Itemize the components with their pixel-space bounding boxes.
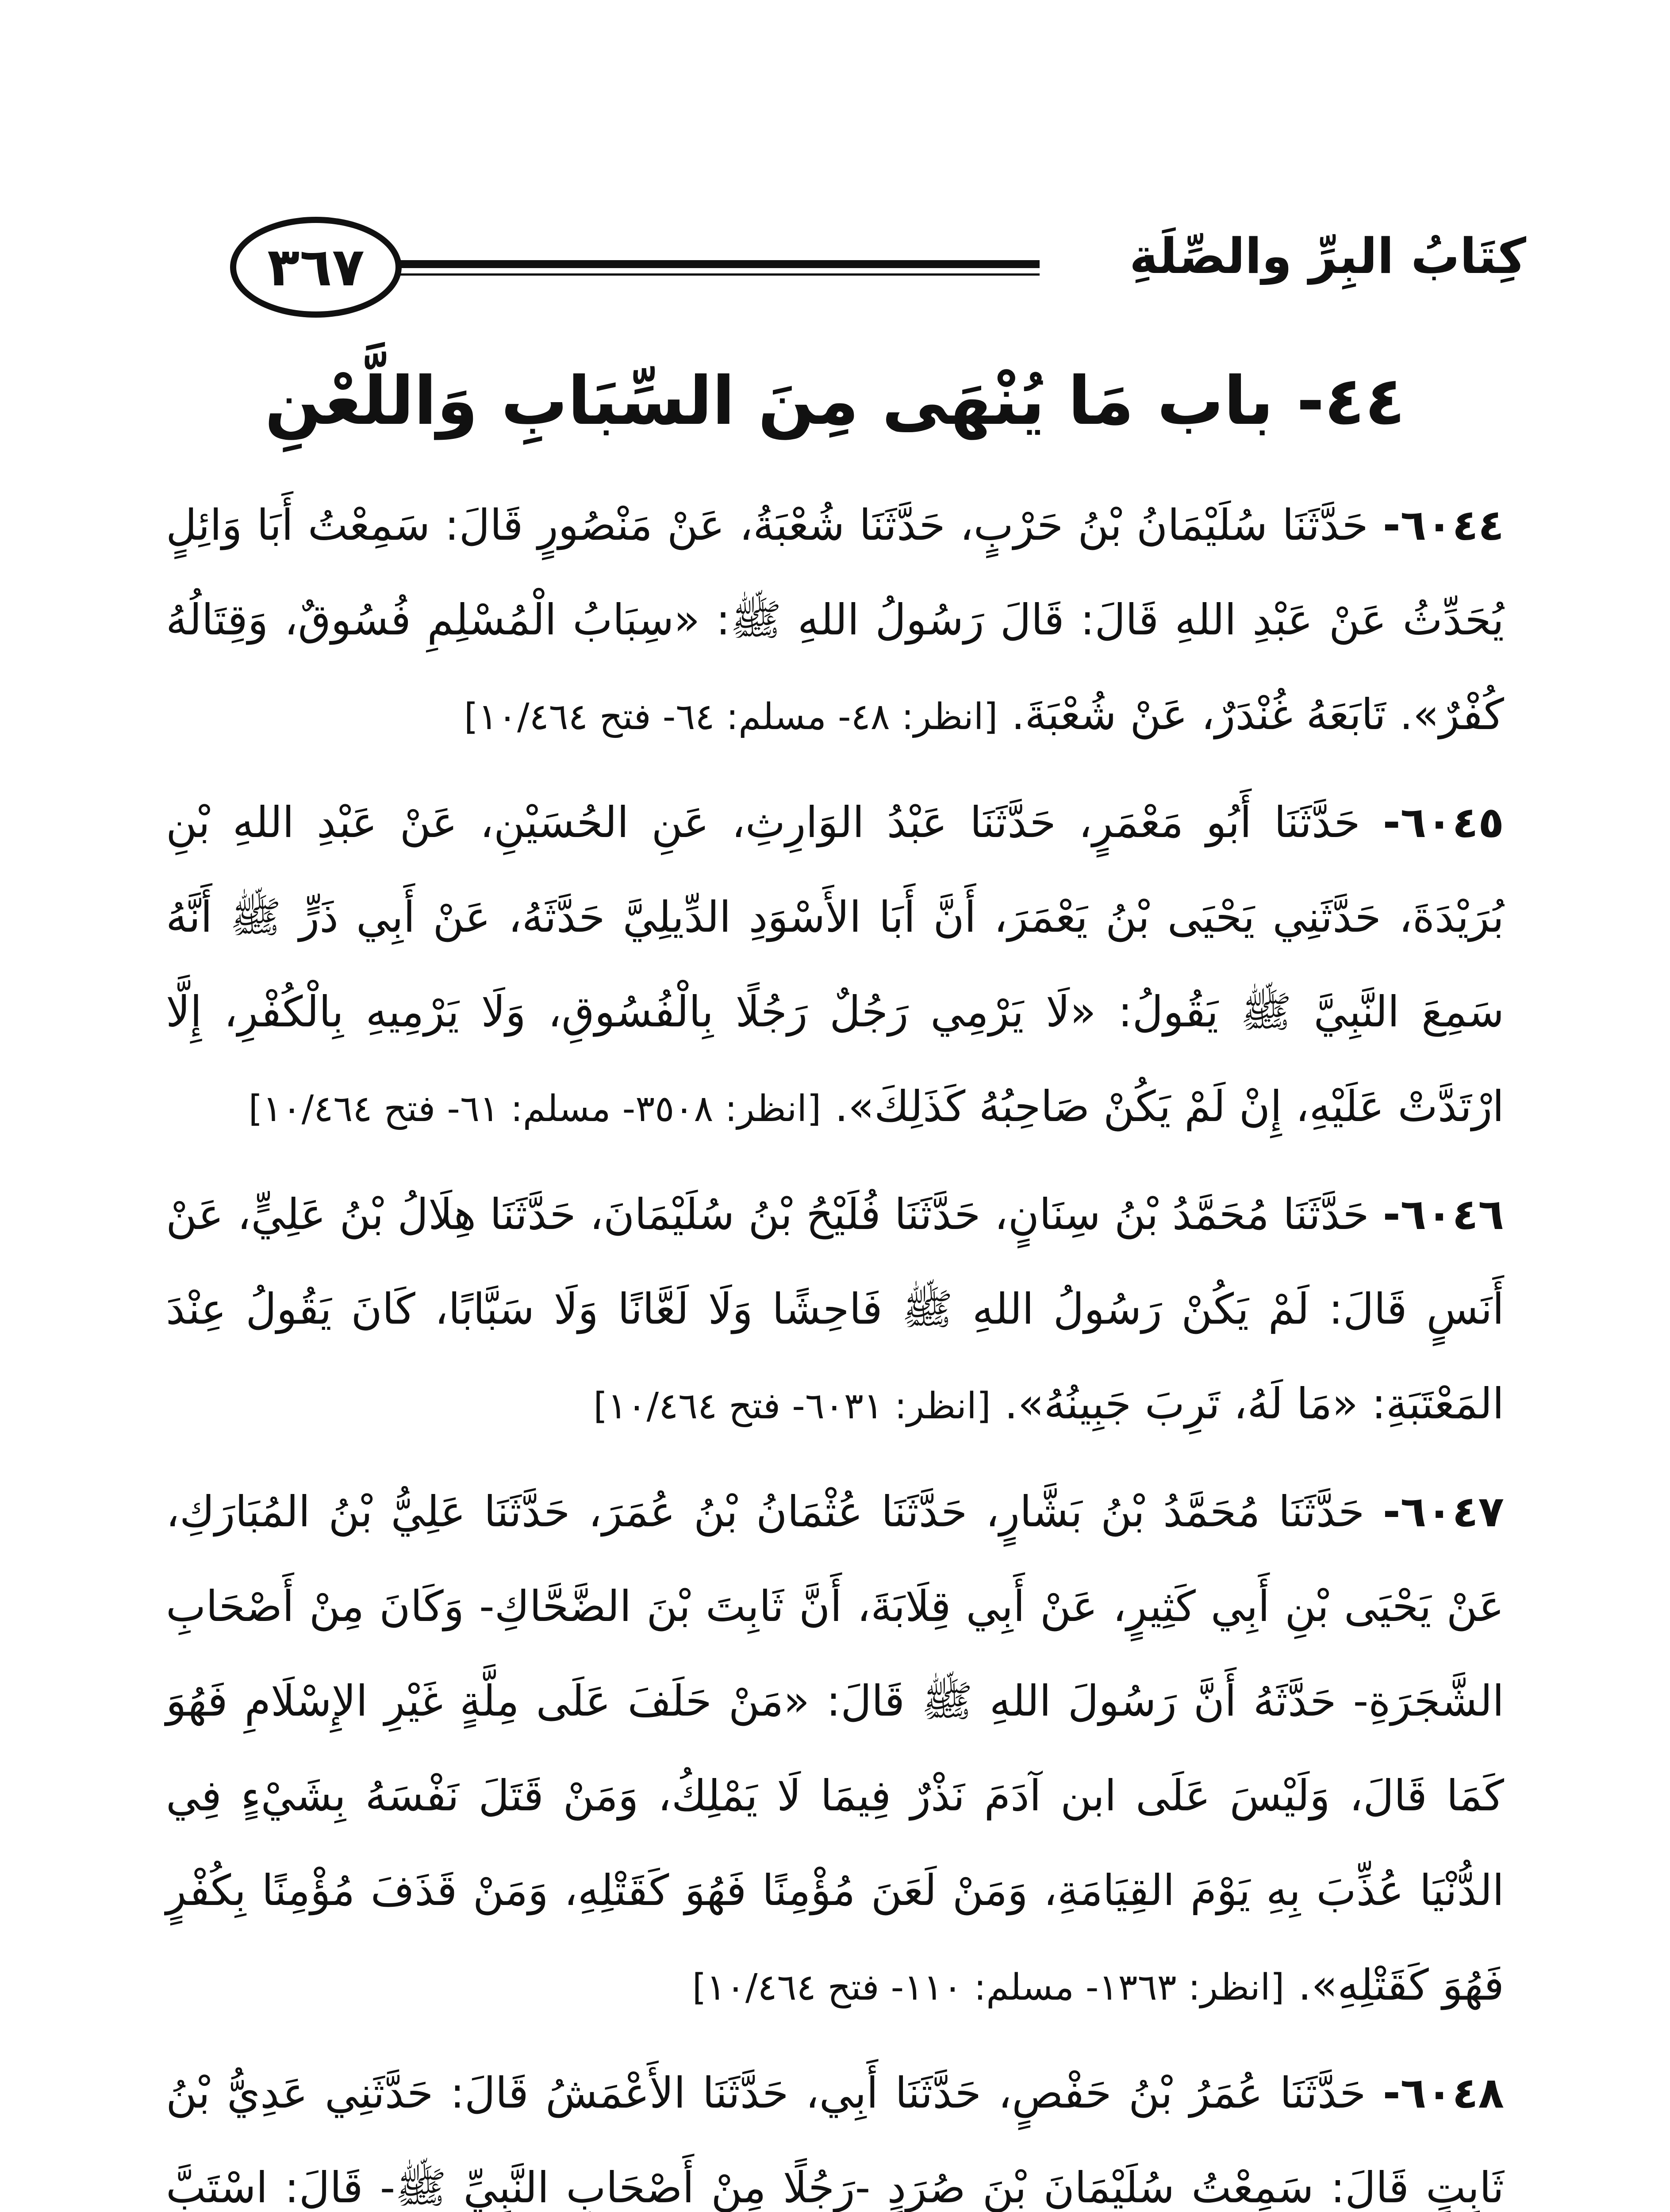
hadith-number: ٦٠٤٨- (1382, 2068, 1505, 2118)
hadith-6048 (166, 2046, 1504, 2212)
hadith-reference: [انظر: ٦٠٣١- فتح ١٠/٤٦٤] (593, 1385, 991, 1427)
hadith-text: حَدَّثَنَا مُحَمَّدُ بْنُ بَشَّارٍ، حَدَّثَنَا عُثْمَانُ بْنُ عُمَرَ، حَدَّثَنَا عَلِيُّ بْنُ المُبَارَكِ، عَنْ يَحْيَى بْنِ أَبِي كَثِيرٍ، عَنْ أَبِي قِلَابَةَ، أَنَّ ثَابِتَ بْنَ الضَّحَّاكِ- وَكَانَ مِنْ أَصْحَابِ الشَّجَرَةِ- حَدَّثَهُ أَنَّ رَسُولَ اللهِ ﷺ قَالَ: «مَنْ حَلَفَ عَلَى مِلَّةٍ غَيْرِ الإِسْلَامِ فَهُوَ كَمَا قَالَ، وَلَيْسَ عَلَى ابن آدَمَ نَذْرٌ فِيمَا لَا يَمْلِكُ، وَمَنْ قَتَلَ نَفْسَهُ بِشَيْءٍ فِي الدُّنْيَا عُذِّبَ بِهِ يَوْمَ القِيَامَةِ، وَمَنْ لَعَنَ مُؤْمِنًا فَهُوَ كَقَتْلِهِ، وَمَنْ قَذَفَ مُؤْمِنًا بِكُفْرٍ فَهُوَ كَقَتْلِهِ». (166, 1487, 1504, 2010)
hadith-text: حَدَّثَنَا مُحَمَّدُ بْنُ سِنَانٍ، حَدَّثَنَا فُلَيْحُ بْنُ سُلَيْمَانَ، حَدَّثَنَا هِلَالُ بْنُ عَلِيٍّ، عَنْ أَنَسٍ قَالَ: لَمْ يَكُنْ رَسُولُ اللهِ ﷺ فَاحِشًا وَلَا لَعَّانًا وَلَا سَبَّابًا، كَانَ يَقُولُ عِنْدَ المَعْتَبَةِ: «مَا لَهُ، تَرِبَ جَبِينُهُ». (166, 1190, 1504, 1429)
header-rule-thin (349, 273, 1040, 276)
hadith-6047 (166, 1464, 1504, 2035)
hadith-reference: [انظر: ٣٥٠٨- مسلم: ٦١- فتح ١٠/٤٦٤] (248, 1088, 822, 1130)
page-number: ٣٦٧ (230, 217, 402, 318)
hadith-list (166, 478, 1504, 2212)
hadith-reference: [انظر: ١٣٦٣- مسلم: ١١٠- فتح ١٠/٤٦٤] (692, 1966, 1285, 2008)
hadith-number: ٦٠٤٤- (1382, 500, 1505, 550)
hadith-number: ٦٠٤٥- (1382, 798, 1505, 847)
book-title: كِتَابُ البِرِّ والصِّلَةِ (1129, 228, 1526, 284)
hadith-number: ٦٠٤٧- (1382, 1487, 1505, 1536)
hadith-text: حَدَّثَنَا أَبُو مَعْمَرٍ، حَدَّثَنَا عَبْدُ الوَارِثِ، عَنِ الحُسَيْنِ، عَنْ عَبْدِ اللهِ بْنِ بُرَيْدَةَ، حَدَّثَنِي يَحْيَى بْنُ يَعْمَرَ، أَنَّ أَبَا الأَسْوَدِ الدِّيلِيَّ حَدَّثَهُ، عَنْ أَبِي ذَرٍّ ﷺ أَنَّهُ سَمِعَ النَّبِيَّ ﷺ يَقُولُ: «لَا يَرْمِي رَجُلٌ رَجُلًا بِالْفُسُوقِ، وَلَا يَرْمِيهِ بِالْكُفْرِ، إِلَّا ارْتَدَّتْ عَلَيْهِ، إِنْ لَمْ يَكُنْ صَاحِبُهُ كَذَلِكَ». (166, 798, 1504, 1131)
hadith-text: حَدَّثَنَا سُلَيْمَانُ بْنُ حَرْبٍ، حَدَّثَنَا شُعْبَةُ، عَنْ مَنْصُورٍ قَالَ: سَمِعْتُ أَبَا وَائِلٍ يُحَدِّثُ عَنْ عَبْدِ اللهِ قَالَ: قَالَ رَسُولُ اللهِ ﷺ: «سِبَابُ الْمُسْلِمِ فُسُوقٌ، وَقِتَالُهُ كُفْرٌ». تَابَعَهُ غُنْدَرٌ، عَنْ شُعْبَةَ. (166, 500, 1504, 739)
page-header (164, 208, 1526, 319)
hadith-number: ٦٠٤٦- (1382, 1190, 1505, 1239)
hadith-6044 (166, 478, 1504, 764)
hadith-6046 (166, 1167, 1504, 1454)
hadith-6045 (166, 775, 1504, 1156)
hadith-text: حَدَّثَنَا عُمَرُ بْنُ حَفْصٍ، حَدَّثَنَا أَبِي، حَدَّثَنَا الأَعْمَشُ قَالَ: حَدَّثَنِي عَدِيُّ بْنُ ثَابِتٍ قَالَ: سَمِعْتُ سُلَيْمَانَ بْنَ صُرَدٍ -رَجُلًا مِنْ أَصْحَابِ النَّبِيِّ ﷺ- قَالَ: اسْتَبَّ (166, 2068, 1504, 2212)
chapter-title: ٤٤- باب مَا يُنْهَى مِنَ السِّبَابِ وَاللَّعْنِ (265, 363, 1405, 440)
hadith-reference: [انظر: ٤٨- مسلم: ٦٤- فتح ١٠/٤٦٤] (464, 696, 998, 738)
header-rule-thick (349, 260, 1040, 268)
